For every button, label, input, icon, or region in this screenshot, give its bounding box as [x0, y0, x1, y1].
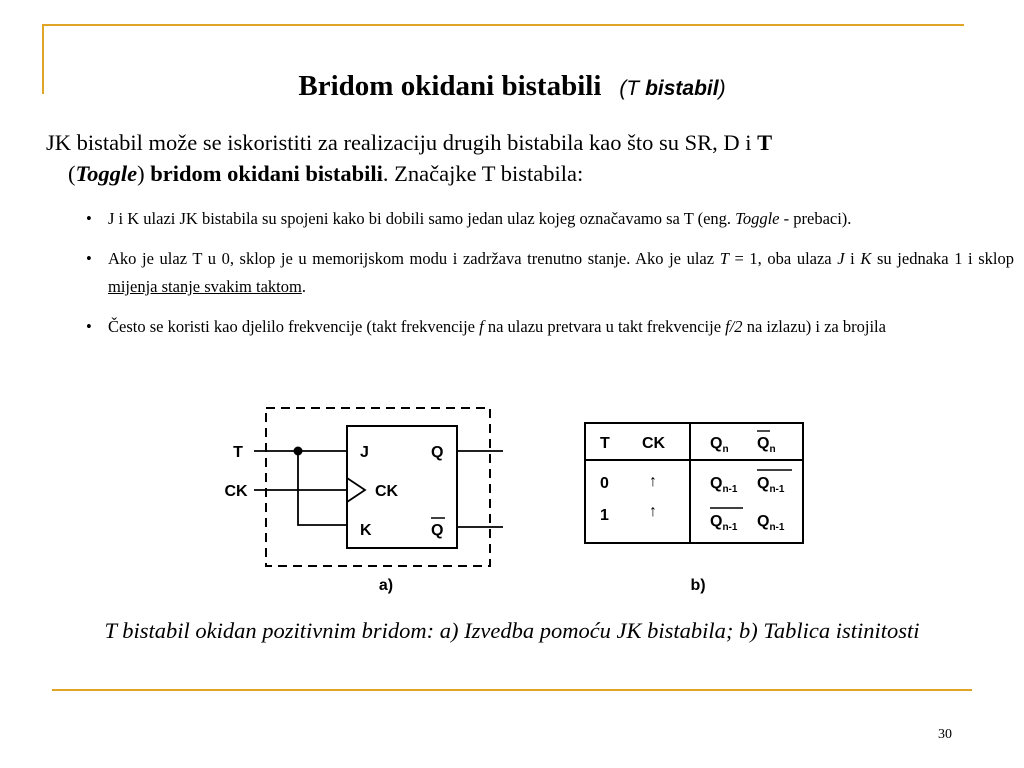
bullet3-text-b: na ulazu pretvara u takt frekvencije — [483, 317, 726, 336]
bullet-list — [86, 205, 1014, 353]
intro-paragraph — [46, 127, 996, 189]
bullet2-italic-t: T — [719, 249, 729, 268]
k-feedback-wire — [298, 451, 347, 525]
header-qbar-sub: n — [769, 444, 776, 455]
page-number: 30 — [938, 727, 952, 742]
bullet3-text-c: na izlazu) i za brojila — [742, 317, 886, 336]
row1-t: 0 — [600, 475, 609, 492]
intro-line2-text: . Značajke T bistabila: — [382, 161, 584, 186]
row1-qbar-sub: n-1 — [769, 484, 785, 495]
pin-qbar: Q — [431, 522, 444, 539]
header-t: T — [600, 435, 610, 452]
frame-bottom-line — [52, 689, 972, 691]
title-sub-suffix: ) — [718, 77, 726, 100]
title-sub-prefix: (T — [619, 77, 646, 100]
row2-qbar — [757, 513, 785, 533]
bullet-item-3 — [86, 313, 1014, 341]
row1-qbar — [757, 475, 785, 495]
row1-q-sub: n-1 — [722, 484, 738, 495]
label-t: T — [233, 444, 243, 461]
bullet-item-2 — [86, 245, 1014, 301]
bullet1-italic: Toggle — [735, 209, 780, 228]
header-qn — [710, 435, 729, 455]
row2-qbar-main: Q — [757, 513, 770, 530]
bullet-item-1 — [86, 205, 1014, 233]
bullet2-text-c: i — [844, 249, 861, 268]
row2-q — [710, 513, 738, 533]
row2-t: 1 — [600, 507, 609, 524]
row2-q-sub: n-1 — [722, 522, 738, 533]
label-ck: CK — [224, 483, 248, 500]
intro-toggle: Toggle — [75, 161, 138, 186]
pin-q: Q — [431, 444, 444, 461]
bullet1-text-b: - prebaci). — [779, 209, 852, 228]
intro-paren-open: ( — [68, 161, 76, 186]
intro-line1-bold: T — [757, 130, 773, 155]
pin-k: K — [360, 522, 372, 539]
intro-paren-close: ) — [137, 161, 145, 186]
slide-title — [0, 70, 1024, 103]
figure-caption: T bistabil okidan pozitivnim bridom: a) Izvedba pomoću JK bistabila; b) Tablica istinitosti — [104, 618, 920, 643]
intro-line1-text: JK bistabil može se iskoristiti za realizaciju drugih bistabila kao što su SR, D i — [46, 130, 758, 155]
pin-j: J — [360, 444, 369, 461]
row1-ck: ↑ — [649, 473, 657, 490]
row2-ck: ↑ — [649, 503, 657, 520]
intro-line2-bold: bridom okidani bistabili — [144, 161, 383, 186]
row2-q-main: Q — [710, 513, 723, 530]
bullet1-text-a: J i K ulazi JK bistabila su spojeni kako bi dobili samo jedan ulaz kojeg označavamo sa T (eng. — [108, 209, 736, 228]
bullet-marker: • — [86, 317, 92, 336]
title-main: Bridom okidani bistabili — [298, 70, 602, 102]
truth-table — [580, 420, 810, 600]
header-qbar-n — [757, 435, 776, 455]
intro-line-2 — [46, 158, 996, 189]
title-sub — [619, 77, 725, 100]
header-ck: CK — [642, 435, 666, 452]
bullet3-italic-f2: f/2 — [725, 317, 743, 336]
header-qbar-main: Q — [757, 435, 770, 452]
row1-q-main: Q — [710, 475, 723, 492]
bullet2-text-e: . — [301, 277, 306, 296]
bullet3-italic-f: f — [479, 317, 484, 336]
header-qn-sub: n — [722, 444, 729, 455]
bullet2-underlined: mijenja stanje svakim taktom — [108, 277, 302, 296]
frame-top-line — [42, 24, 964, 26]
header-qn-main: Q — [710, 435, 723, 452]
bullet2-italic-j: J — [837, 249, 845, 268]
jk-circuit-diagram — [200, 400, 520, 600]
bullet-marker: • — [86, 249, 92, 268]
bullet2-text-a: Ako je ulaz T u 0, sklop je u memorijskom modu i zadržava trenutno stanje. Ako je ulaz — [108, 249, 720, 268]
sublabel-b: b) — [690, 577, 706, 594]
bullet3-text-a: Često se koristi kao djelilo frekvencije (takt frekvencije — [108, 317, 480, 336]
bullet2-text-d: su jednaka 1 i sklop — [871, 249, 1015, 268]
bullet2-italic-k: K — [860, 249, 872, 268]
bullet-marker: • — [86, 209, 92, 228]
row1-qbar-main: Q — [757, 475, 770, 492]
pin-ck: CK — [375, 483, 399, 500]
bullet2-text-b: = 1, oba ulaza — [728, 249, 838, 268]
title-sub-bold: bistabil — [645, 77, 719, 100]
row2-qbar-sub: n-1 — [769, 522, 785, 533]
row1-q — [710, 475, 738, 495]
sublabel-a: a) — [378, 577, 394, 594]
intro-line-1 — [46, 127, 996, 158]
